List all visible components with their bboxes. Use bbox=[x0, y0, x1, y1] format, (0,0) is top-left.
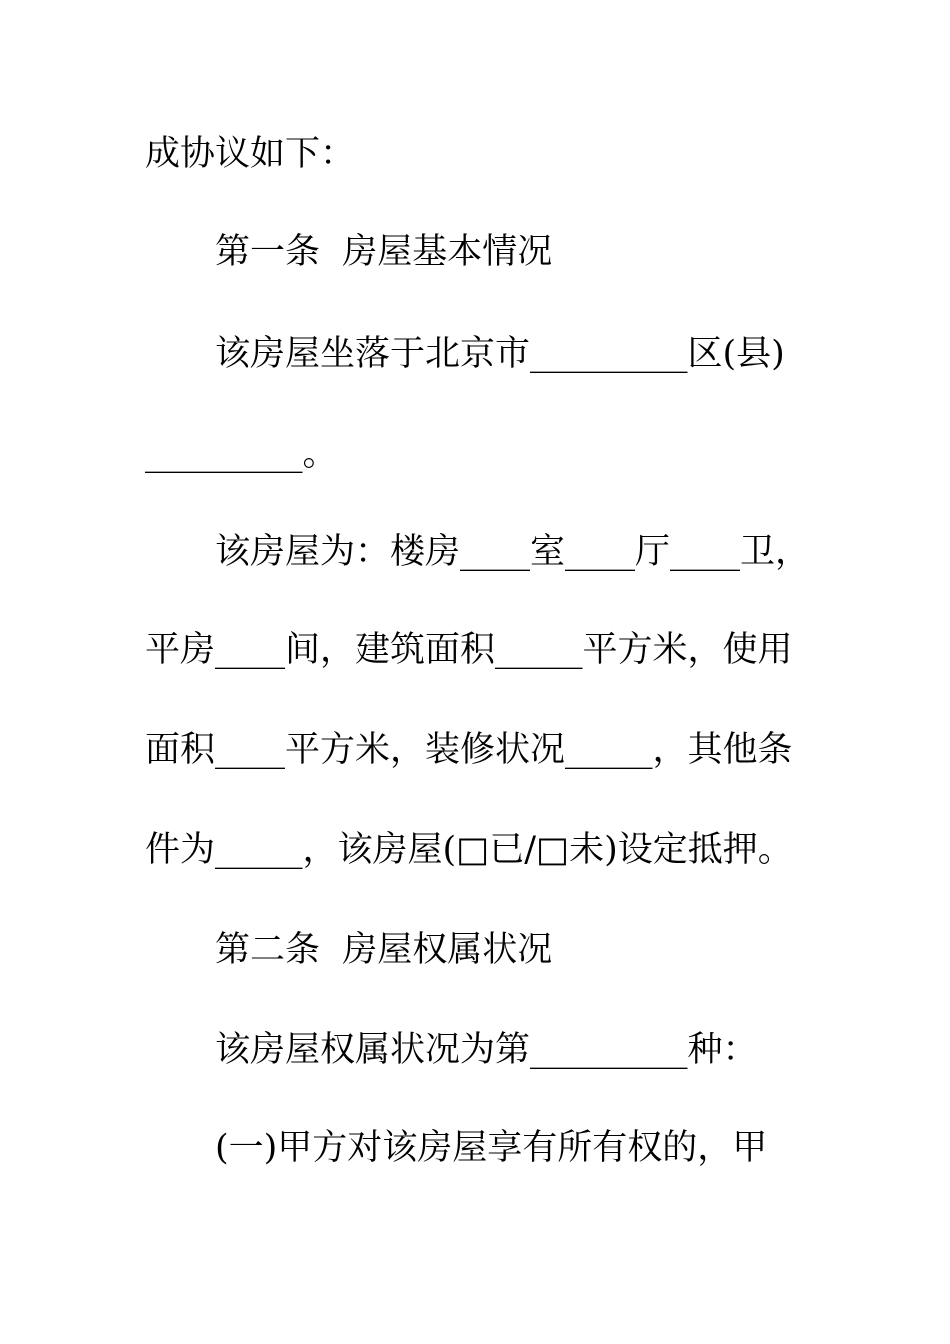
article-heading: 第一条 房屋基本情况 bbox=[215, 232, 553, 272]
article-heading: 第二条 房屋权属状况 bbox=[215, 930, 553, 970]
paragraph-line: 该房屋为：楼房____室____厅____卫， bbox=[215, 532, 811, 572]
paragraph-line: 该房屋坐落于北京市_________区(县) bbox=[215, 334, 785, 374]
paragraph-line: 面积____平方米，装修状况_____，其他条 bbox=[145, 730, 793, 770]
paragraph-line: _________。 bbox=[145, 434, 338, 474]
paragraph-line: (一)甲方对该房屋享有所有权的，甲 bbox=[215, 1128, 768, 1168]
paragraph-line: 件为_____，该房屋(□已/□未)设定抵押。 bbox=[145, 830, 793, 870]
paragraph-line: 该房屋权属状况为第_________种： bbox=[215, 1030, 758, 1070]
paragraph-line: 平房____间，建筑面积_____平方米，使用 bbox=[145, 630, 793, 670]
paragraph-line: 成协议如下： bbox=[145, 134, 356, 174]
